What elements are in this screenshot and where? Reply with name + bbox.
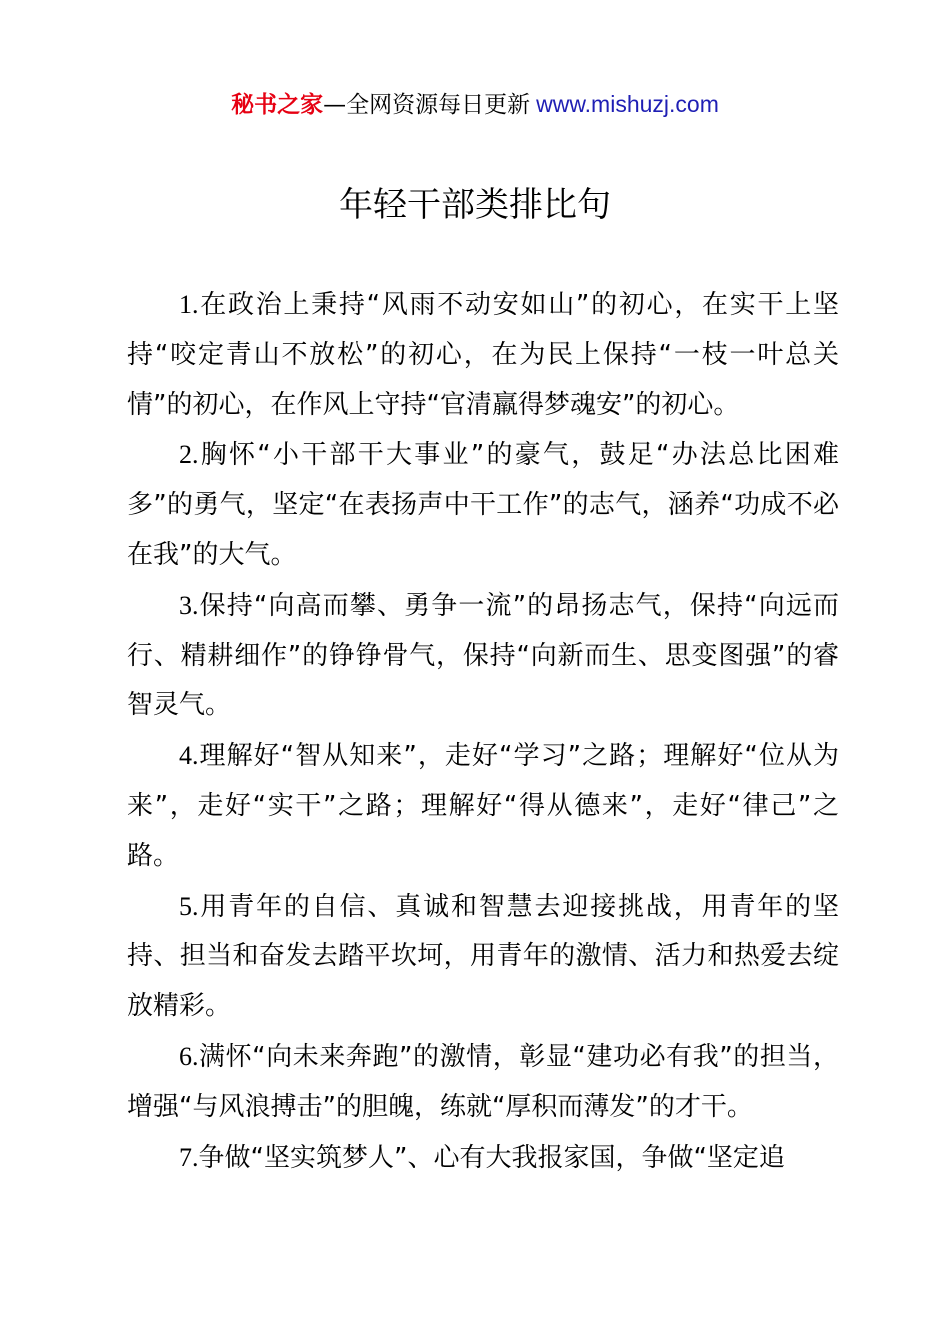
paragraph-text: 争做“坚实筑梦人”、心有大我报家国，争做“坚定追 <box>198 1142 785 1173</box>
document-title: 年轻干部类排比句 <box>339 185 611 225</box>
paragraph-number: 2. <box>179 440 199 470</box>
header-slogan: —全网资源每日更新 <box>323 92 531 118</box>
paragraph-number: 3. <box>179 590 199 620</box>
paragraph-text: 满怀“向未来奔跑”的激情，彰显“建功必有我”的担当，增强“与风浪搏击”的胆魄，练就“厚积而薄发”的才干。 <box>127 1041 839 1122</box>
paragraph-number: 1. <box>179 290 199 319</box>
paragraph-5 <box>127 882 839 1032</box>
paragraph-4 <box>127 731 839 881</box>
paragraph-7 <box>127 1133 839 1184</box>
paragraph-number: 4. <box>179 741 199 771</box>
document-body <box>127 280 839 1183</box>
paragraph-number: 6. <box>179 1041 199 1071</box>
brand-name: 秘书之家 <box>231 92 324 118</box>
paragraph-number: 5. <box>179 891 199 921</box>
paragraph-text: 理解好“智从知来”，走好“学习”之路；理解好“位从为来”，走好“实干”之路；理解好“得从德来”，走好“律己”之路。 <box>127 741 839 871</box>
paragraph-3 <box>127 581 839 731</box>
paragraph-text: 用青年的自信、真诚和智慧去迎接挑战，用青年的坚持、担当和奋发去踏平坎坷，用青年的激情、活力和热爱去绽放精彩。 <box>127 891 839 1022</box>
paragraph-text: 在政治上秉持“风雨不动安如山”的初心，在实干上坚持“咬定青山不放松”的初心，在为民上保持“一枝一叶总关情”的初心，在作风上守持“官清羸得梦魂安”的初心。 <box>127 290 839 420</box>
paragraph-2 <box>127 430 839 580</box>
paragraph-number: 7. <box>179 1142 199 1172</box>
site-url-link[interactable]: www.mishuzj.com <box>536 91 719 117</box>
paragraph-6 <box>127 1032 839 1133</box>
paragraph-text: 胸怀“小干部干大事业”的豪气，鼓足“办法总比困难多”的勇气，坚定“在表扬声中干工作”的志气，涵养“功成不必在我”的大气。 <box>127 440 839 570</box>
paragraph-1 <box>127 280 839 430</box>
paragraph-text: 保持“向高而攀、勇争一流”的昂扬志气，保持“向远而行、精耕细作”的铮铮骨气，保持“向新而生、思变图强”的睿智灵气。 <box>127 590 839 721</box>
page-header <box>0 86 950 123</box>
